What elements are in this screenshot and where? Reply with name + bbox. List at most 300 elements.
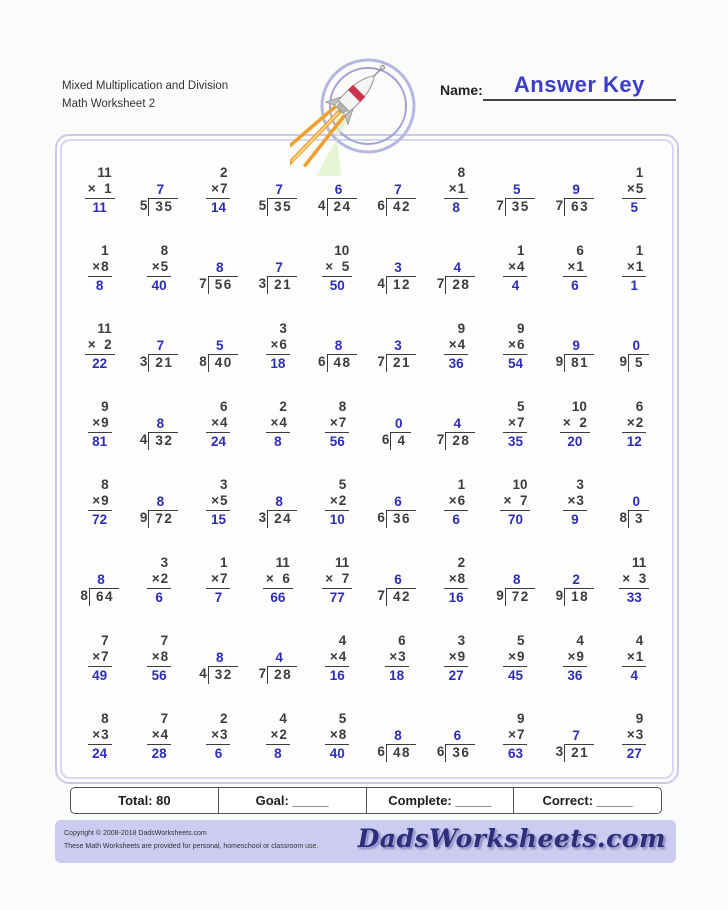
product-answer: 6 <box>147 588 171 606</box>
times-sign-icon: × <box>503 493 512 508</box>
product-answer: 18 <box>266 354 290 372</box>
name-block <box>440 72 676 101</box>
multiplication-problem-4-3 <box>189 383 248 461</box>
multiplicand: 8 <box>160 243 169 258</box>
quotient-answer: 0 <box>394 416 403 431</box>
multiplier-row <box>206 571 230 588</box>
multiplier-row <box>206 727 230 744</box>
division-problem-2-6 <box>367 227 426 305</box>
multiplicand: 2 <box>219 711 228 726</box>
times-sign-icon: × <box>329 415 338 430</box>
product-answer: 28 <box>147 744 171 762</box>
product-answer: 16 <box>325 666 349 684</box>
multiplication-problem-2-10 <box>605 227 664 305</box>
product-answer: 8 <box>266 432 290 450</box>
multiplicand: 6 <box>635 399 644 414</box>
division-bracket <box>556 744 595 762</box>
worksheet-title-line2: Math Worksheet 2 <box>62 97 156 110</box>
multiplicand: 10 <box>334 243 350 258</box>
multiplication-problem-2-9 <box>545 227 604 305</box>
division-problem-5-4 <box>248 461 307 539</box>
multiplication-problem-4-5 <box>308 383 367 461</box>
multiplication-problem-3-1 <box>70 305 129 383</box>
problems-panel <box>55 134 679 784</box>
multiplier-row <box>147 259 171 276</box>
division-problem-4-6 <box>367 383 426 461</box>
multiplier: 9 <box>101 415 109 430</box>
multiplicand: 1 <box>635 165 644 180</box>
multiplier-row <box>266 415 290 432</box>
multiplier: 5 <box>635 181 644 196</box>
division-problem-5-2 <box>129 461 188 539</box>
times-sign-icon: × <box>270 727 279 742</box>
multiplier: 7 <box>516 415 525 430</box>
divisor: 6 <box>381 432 390 447</box>
divisor: 4 <box>377 276 385 291</box>
dividend: 36 <box>386 510 416 528</box>
multiplier-row <box>385 649 409 666</box>
division-bracket <box>80 588 119 606</box>
multiplier-row <box>325 649 349 666</box>
division-problem-1-8 <box>486 149 545 227</box>
division-problem-3-2 <box>129 305 188 383</box>
division-bracket <box>259 510 298 528</box>
times-sign-icon: × <box>448 649 457 664</box>
division-bracket <box>259 198 298 216</box>
quotient-answer: 7 <box>275 260 283 275</box>
division-bracket <box>140 510 179 528</box>
division-problem-6-9 <box>545 539 604 617</box>
divisor: 7 <box>436 276 445 291</box>
product-answer: 72 <box>88 510 112 528</box>
quotient-answer: 9 <box>572 182 580 197</box>
dividend: 3 <box>628 510 649 528</box>
quotient-answer: 8 <box>156 416 165 431</box>
product-answer: 70 <box>500 510 530 528</box>
dividend: 63 <box>564 198 594 216</box>
multiplicand: 4 <box>635 633 644 648</box>
product-answer: 9 <box>563 510 587 528</box>
division-bracket <box>437 744 476 762</box>
divisor: 7 <box>436 432 445 447</box>
product-answer: 36 <box>563 666 587 684</box>
dividend: 32 <box>148 432 178 450</box>
multiplier-row <box>322 571 352 588</box>
dividend: 32 <box>208 666 238 684</box>
multiplier: 3 <box>638 571 647 586</box>
multiplier: 5 <box>341 259 350 274</box>
multiplier-row <box>266 337 290 354</box>
quotient-answer: 5 <box>512 182 521 197</box>
multiplication-problem-6-5 <box>308 539 367 617</box>
product-answer: 56 <box>147 666 171 684</box>
multiplier-row <box>500 493 530 510</box>
multiplier-row <box>622 259 646 276</box>
quotient-answer: 9 <box>572 338 580 353</box>
multiplication-problem-5-7 <box>426 461 485 539</box>
division-problem-3-6 <box>367 305 426 383</box>
multiplier-row <box>88 415 112 432</box>
times-sign-icon: × <box>270 415 279 430</box>
divisor: 6 <box>377 744 385 759</box>
dividend: 18 <box>564 588 594 606</box>
multiplier-row <box>444 493 468 510</box>
multiplier: 9 <box>516 649 525 664</box>
times-sign-icon: × <box>211 415 219 430</box>
product-answer: 27 <box>622 744 646 762</box>
dividend: 72 <box>148 510 178 528</box>
stats-total: Total: 80 <box>118 793 171 808</box>
multiplier-row <box>622 415 646 432</box>
product-answer: 56 <box>325 432 349 450</box>
multiplication-problem-7-7 <box>426 617 485 695</box>
multiplicand: 1 <box>635 243 644 258</box>
dividend: 21 <box>386 354 416 372</box>
multiplication-problem-8-3 <box>189 695 248 773</box>
product-answer: 4 <box>622 666 646 684</box>
multiplier: 1 <box>635 259 644 274</box>
multiplicand: 10 <box>571 399 587 414</box>
multiplier-row <box>322 259 352 276</box>
multiplier-row <box>622 649 646 666</box>
name-value: Answer Key <box>513 72 645 97</box>
product-answer: 8 <box>266 744 290 762</box>
dividend: 64 <box>89 588 119 606</box>
multiplication-problem-5-1 <box>70 461 129 539</box>
stats-correct: Correct: _____ <box>513 788 661 813</box>
dividend: 35 <box>505 198 535 216</box>
quotient-answer: 2 <box>572 572 580 587</box>
product-answer: 24 <box>206 432 230 450</box>
multiplier-row <box>206 181 230 198</box>
quotient-answer: 8 <box>97 572 105 587</box>
multiplier: 4 <box>516 259 525 274</box>
quotient-answer: 8 <box>215 260 224 275</box>
dividend: 4 <box>390 432 411 450</box>
division-problem-1-9 <box>545 149 604 227</box>
copyright-text <box>64 827 318 854</box>
multiplicand: 5 <box>516 633 525 648</box>
times-sign-icon: × <box>448 337 457 352</box>
division-bracket <box>496 588 535 606</box>
times-sign-icon: × <box>508 649 516 664</box>
division-bracket <box>259 276 298 294</box>
division-problem-2-4 <box>248 227 307 305</box>
dividend: 35 <box>267 198 297 216</box>
multiplier-row <box>325 415 349 432</box>
multiplication-problem-8-5 <box>308 695 367 773</box>
multiplication-problem-4-1 <box>70 383 129 461</box>
product-answer: 33 <box>619 588 649 606</box>
multiplication-problem-4-4 <box>248 383 307 461</box>
multiplication-problem-7-1 <box>70 617 129 695</box>
times-sign-icon: × <box>622 571 631 586</box>
times-sign-icon: × <box>567 259 576 274</box>
multiplier: 2 <box>160 571 169 586</box>
product-answer: 63 <box>503 744 527 762</box>
multiplier-row <box>622 181 646 198</box>
problems-panel-border <box>60 139 674 779</box>
multiplier: 7 <box>519 493 528 508</box>
times-sign-icon: × <box>626 727 635 742</box>
multiplier: 5 <box>160 259 169 274</box>
multiplication-problem-5-8 <box>486 461 545 539</box>
multiplier: 3 <box>635 727 644 742</box>
quotient-answer: 3 <box>394 338 402 353</box>
times-sign-icon: × <box>325 571 334 586</box>
times-sign-icon: × <box>87 181 96 196</box>
multiplicand: 11 <box>97 321 112 336</box>
name-label: Name: <box>440 82 483 98</box>
multiplier-row <box>563 493 587 510</box>
times-sign-icon: × <box>448 571 457 586</box>
multiplication-problem-6-10 <box>605 539 664 617</box>
times-sign-icon: × <box>448 181 457 196</box>
multiplicand: 11 <box>275 555 290 570</box>
multiplicand: 5 <box>338 477 347 492</box>
divisor: 6 <box>377 198 385 213</box>
times-sign-icon: × <box>626 259 635 274</box>
times-sign-icon: × <box>151 649 160 664</box>
multiplier-row <box>444 337 468 354</box>
product-answer: 8 <box>444 198 468 216</box>
product-answer: 54 <box>503 354 527 372</box>
quotient-answer: 7 <box>275 182 283 197</box>
multiplication-problem-2-2 <box>129 227 188 305</box>
worksheet-title-line1: Mixed Multiplication and Division <box>62 80 229 92</box>
division-problem-3-9 <box>545 305 604 383</box>
quotient-answer: 7 <box>156 338 165 353</box>
multiplication-problem-6-2 <box>129 539 188 617</box>
multiplication-problem-8-4 <box>248 695 307 773</box>
multiplier: 9 <box>457 649 466 664</box>
multiplication-problem-6-7 <box>426 539 485 617</box>
divisor: 4 <box>199 666 207 681</box>
multiplication-problem-3-8 <box>486 305 545 383</box>
multiplier-row <box>88 727 112 744</box>
product-answer: 22 <box>85 354 115 372</box>
multiplicand: 2 <box>457 555 466 570</box>
multiplicand: 6 <box>576 243 584 258</box>
quotient-answer: 6 <box>394 572 402 587</box>
multiplication-problem-4-8 <box>486 383 545 461</box>
division-problem-5-10 <box>605 461 664 539</box>
division-bracket <box>140 354 179 372</box>
multiplier-row <box>325 727 349 744</box>
division-bracket <box>377 276 416 294</box>
times-sign-icon: × <box>626 649 635 664</box>
divisor: 3 <box>258 510 267 525</box>
dividend: 21 <box>564 744 594 762</box>
product-answer: 40 <box>325 744 349 762</box>
multiplier: 3 <box>398 649 406 664</box>
multiplier: 7 <box>338 415 347 430</box>
times-sign-icon: × <box>92 493 101 508</box>
dividend: 24 <box>267 510 297 528</box>
multiplier-row <box>325 493 349 510</box>
times-sign-icon: × <box>211 181 219 196</box>
multiplication-problem-7-6 <box>367 617 426 695</box>
multiplier: 9 <box>101 493 109 508</box>
multiplier: 8 <box>457 571 466 586</box>
division-bracket <box>140 198 179 216</box>
product-answer: 4 <box>503 276 527 294</box>
times-sign-icon: × <box>389 649 398 664</box>
divisor: 8 <box>199 354 207 369</box>
multiplier: 4 <box>279 415 287 430</box>
division-bracket <box>318 198 357 216</box>
product-answer: 10 <box>325 510 349 528</box>
multiplier-row <box>622 727 646 744</box>
divisor: 3 <box>555 744 564 759</box>
times-sign-icon: × <box>92 727 101 742</box>
times-sign-icon: × <box>626 181 635 196</box>
multiplication-problem-8-2 <box>129 695 188 773</box>
dividend: 21 <box>267 276 297 294</box>
multiplicand: 11 <box>335 555 350 570</box>
multiplication-problem-2-5 <box>308 227 367 305</box>
times-sign-icon: × <box>329 727 338 742</box>
multiplicand: 6 <box>219 399 228 414</box>
quotient-answer: 8 <box>275 494 283 509</box>
product-answer: 5 <box>622 198 646 216</box>
divisor: 9 <box>555 588 564 603</box>
multiplication-problem-8-10 <box>605 695 664 773</box>
product-answer: 6 <box>444 510 468 528</box>
multiplication-problem-1-1 <box>70 149 129 227</box>
stats-bar <box>70 787 662 814</box>
times-sign-icon: × <box>508 337 516 352</box>
multiplier: 6 <box>282 571 290 586</box>
product-answer: 27 <box>444 666 468 684</box>
times-sign-icon: × <box>151 727 160 742</box>
product-answer: 35 <box>503 432 527 450</box>
multiplicand: 3 <box>576 477 584 492</box>
times-sign-icon: × <box>508 259 516 274</box>
quotient-answer: 8 <box>156 494 165 509</box>
multiplicand: 8 <box>101 711 109 726</box>
divisor: 9 <box>496 588 504 603</box>
product-answer: 6 <box>206 744 230 762</box>
multiplicand: 9 <box>516 711 525 726</box>
division-problem-3-5 <box>308 305 367 383</box>
times-sign-icon: × <box>87 337 96 352</box>
division-bracket <box>620 354 650 372</box>
quotient-answer: 5 <box>215 338 224 353</box>
multiplier: 8 <box>338 727 347 742</box>
product-answer: 14 <box>206 198 230 216</box>
division-bracket <box>259 666 298 684</box>
division-problem-3-3 <box>189 305 248 383</box>
quotient-answer: 3 <box>394 260 402 275</box>
multiplication-problem-4-9 <box>545 383 604 461</box>
division-bracket <box>377 744 416 762</box>
multiplier: 7 <box>219 571 228 586</box>
stats-goal: Goal: _____ <box>218 788 366 813</box>
multiplicand: 11 <box>97 165 112 180</box>
multiplication-problem-6-3 <box>189 539 248 617</box>
multiplication-problem-8-1 <box>70 695 129 773</box>
divisor: 5 <box>258 198 267 213</box>
times-sign-icon: × <box>329 649 338 664</box>
quotient-answer: 8 <box>394 728 402 743</box>
multiplier-row <box>503 415 527 432</box>
division-bracket <box>377 510 416 528</box>
times-sign-icon: × <box>508 415 516 430</box>
multiplicand: 9 <box>516 321 525 336</box>
dividend: 28 <box>445 432 475 450</box>
divisor: 8 <box>619 510 628 525</box>
multiplication-problem-3-7 <box>426 305 485 383</box>
multiplier-row <box>266 727 290 744</box>
multiplicand: 9 <box>457 321 466 336</box>
times-sign-icon: × <box>508 727 516 742</box>
multiplier-row <box>503 649 527 666</box>
copyright-line2: These Math Worksheets are provided for personal, homeschool or classroom use. <box>64 843 319 851</box>
multiplicand: 4 <box>338 633 347 648</box>
division-bracket <box>199 354 238 372</box>
multiplication-problem-1-10 <box>605 149 664 227</box>
multiplier: 1 <box>635 649 644 664</box>
multiplier: 4 <box>219 415 228 430</box>
multiplication-problem-2-8 <box>486 227 545 305</box>
dividend: 48 <box>327 354 357 372</box>
multiplicand: 3 <box>160 555 169 570</box>
multiplication-problem-5-9 <box>545 461 604 539</box>
dividend: 12 <box>386 276 416 294</box>
division-bracket <box>140 432 179 450</box>
dividend: 42 <box>386 588 416 606</box>
product-answer: 18 <box>385 666 409 684</box>
worksheet-title <box>62 78 228 114</box>
division-problem-2-7 <box>426 227 485 305</box>
dividend: 72 <box>505 588 535 606</box>
multiplier: 2 <box>104 337 112 352</box>
division-bracket <box>556 354 595 372</box>
division-bracket <box>377 354 416 372</box>
multiplier-row <box>206 493 230 510</box>
multiplier: 1 <box>457 181 466 196</box>
multiplier: 7 <box>101 649 109 664</box>
quotient-answer: 4 <box>275 650 283 665</box>
multiplier-row <box>147 727 171 744</box>
multiplication-problem-1-3 <box>189 149 248 227</box>
division-bracket <box>496 198 535 216</box>
multiplication-problem-7-8 <box>486 617 545 695</box>
quotient-answer: 6 <box>334 182 343 197</box>
product-answer: 20 <box>560 432 590 450</box>
division-problem-7-4 <box>248 617 307 695</box>
multiplicand: 10 <box>512 477 528 492</box>
divisor: 9 <box>619 354 628 369</box>
times-sign-icon: × <box>329 493 338 508</box>
product-answer: 36 <box>444 354 468 372</box>
divisor: 7 <box>258 666 267 681</box>
rocket-icon <box>290 46 470 176</box>
division-bracket <box>620 510 650 528</box>
multiplicand: 6 <box>398 633 406 648</box>
times-sign-icon: × <box>211 727 219 742</box>
times-sign-icon: × <box>562 415 571 430</box>
product-answer: 11 <box>85 198 115 216</box>
multiplier: 2 <box>338 493 347 508</box>
division-bracket <box>437 276 476 294</box>
multiplier-row <box>503 259 527 276</box>
quotient-answer: 4 <box>453 260 462 275</box>
multiplicand: 4 <box>279 711 287 726</box>
times-sign-icon: × <box>92 259 101 274</box>
division-bracket <box>318 354 357 372</box>
